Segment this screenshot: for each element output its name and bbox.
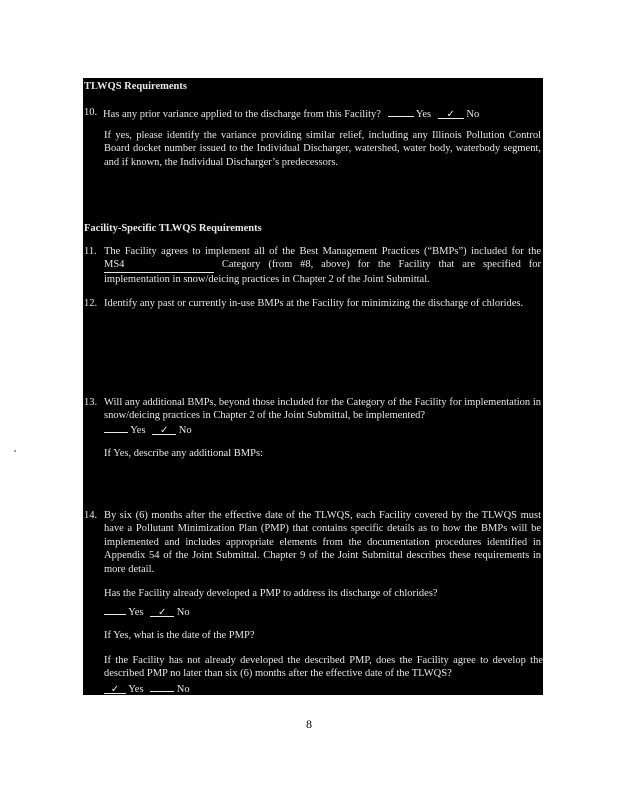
q13-yes-label: Yes <box>130 425 146 436</box>
q14a-no-label: No <box>176 607 190 618</box>
q13-followup: If Yes, describe any additional BMPs: <box>104 448 263 459</box>
q13-options <box>104 422 192 438</box>
check-mark-icon: ✓ <box>157 607 167 618</box>
q11-number: 11. <box>84 246 97 257</box>
q14a-no-blank[interactable] <box>150 606 174 617</box>
q13-number: 13. <box>84 397 98 408</box>
q11-category-field[interactable]: MS4 <box>104 258 214 272</box>
q10-no-blank[interactable] <box>438 108 464 119</box>
check-mark-icon: ✓ <box>159 425 169 436</box>
section-title-facility-specific: Facility-Specific TLWQS Requirements <box>84 223 262 234</box>
q14c-yes-blank[interactable] <box>104 683 126 694</box>
q10-yes-label: Yes <box>415 109 432 120</box>
q14-sub-a: Has the Facility already developed a PMP to address its discharge of chlorides? <box>104 588 438 599</box>
q13-yes-blank[interactable] <box>104 422 128 433</box>
q14a-yes-blank[interactable] <box>104 604 126 615</box>
section-title-tlwqs-requirements: TLWQS Requirements <box>84 81 187 92</box>
q14-text: By six (6) months after the effective date of the TLWQS, each Facility covered by the TLWQS must have a Pollutant Minimization Plan (PMP) that contains specific details as to how the BMPs will be implemented and includes appropriate elements from the documentation procedures identified in Appendix 54 of the Joint Submittal. Chapter 9 of the Joint Submittal describes these requirements in more detail. <box>104 510 541 575</box>
page-number: 8 <box>306 717 312 731</box>
q14a-yes-label: Yes <box>128 607 144 618</box>
q14-sub-c: If the Facility has not already developed the described PMP, does the Facility agree to develop the described PMP no later than six (6) months after the effective date of the TLWQS? <box>104 655 543 680</box>
q10-yes-blank[interactable] <box>388 106 414 117</box>
q10-no-label: No <box>466 109 480 120</box>
q10-followup: If yes, please identify the variance providing similar relief, including any Illinois Pollution Control Board docket number issued to the Individual Discharger, watershed, water body, waterbody segment, and if known, the Individual Discharger’s predecessors. <box>104 130 541 168</box>
q10-number: 10. <box>84 107 98 118</box>
scan-speck <box>14 450 16 452</box>
q12-number: 12. <box>84 298 98 309</box>
check-mark-icon: ✓ <box>110 684 120 695</box>
q14-sub-b: If Yes, what is the date of the PMP? <box>104 630 255 641</box>
q14c-no-blank[interactable] <box>150 681 174 692</box>
q14-sub-c-options <box>104 681 190 697</box>
check-mark-icon: ✓ <box>446 109 455 120</box>
q14c-yes-label: Yes <box>128 684 144 695</box>
q14-number: 14. <box>84 510 98 521</box>
q10-question: Has any prior variance applied to the discharge from this Facility? Yes ✓ No <box>103 106 479 122</box>
q13-no-label: No <box>178 425 192 436</box>
q11-text: The Facility agrees to implement all of the Best Management Practices (“BMPs”) included for the MS4 Category (from #8, above) for the Facility that are specified for implementation in snow/deicing practices in Chapter 2 of the Joint Submittal. <box>104 246 541 285</box>
q14c-no-label: No <box>176 684 190 695</box>
q14-sub-a-options <box>104 604 190 620</box>
q12-text: Identify any past or currently in-use BMPs at the Facility for minimizing the discharge of chlorides. <box>104 298 524 309</box>
q13-text: Will any additional BMPs, beyond those included for the Category of the Facility for implementation in snow/deicing practices in Chapter 2 of the Joint Submittal, be implemented? <box>104 397 541 422</box>
q13-no-blank[interactable] <box>152 424 176 435</box>
document-body <box>83 78 543 695</box>
